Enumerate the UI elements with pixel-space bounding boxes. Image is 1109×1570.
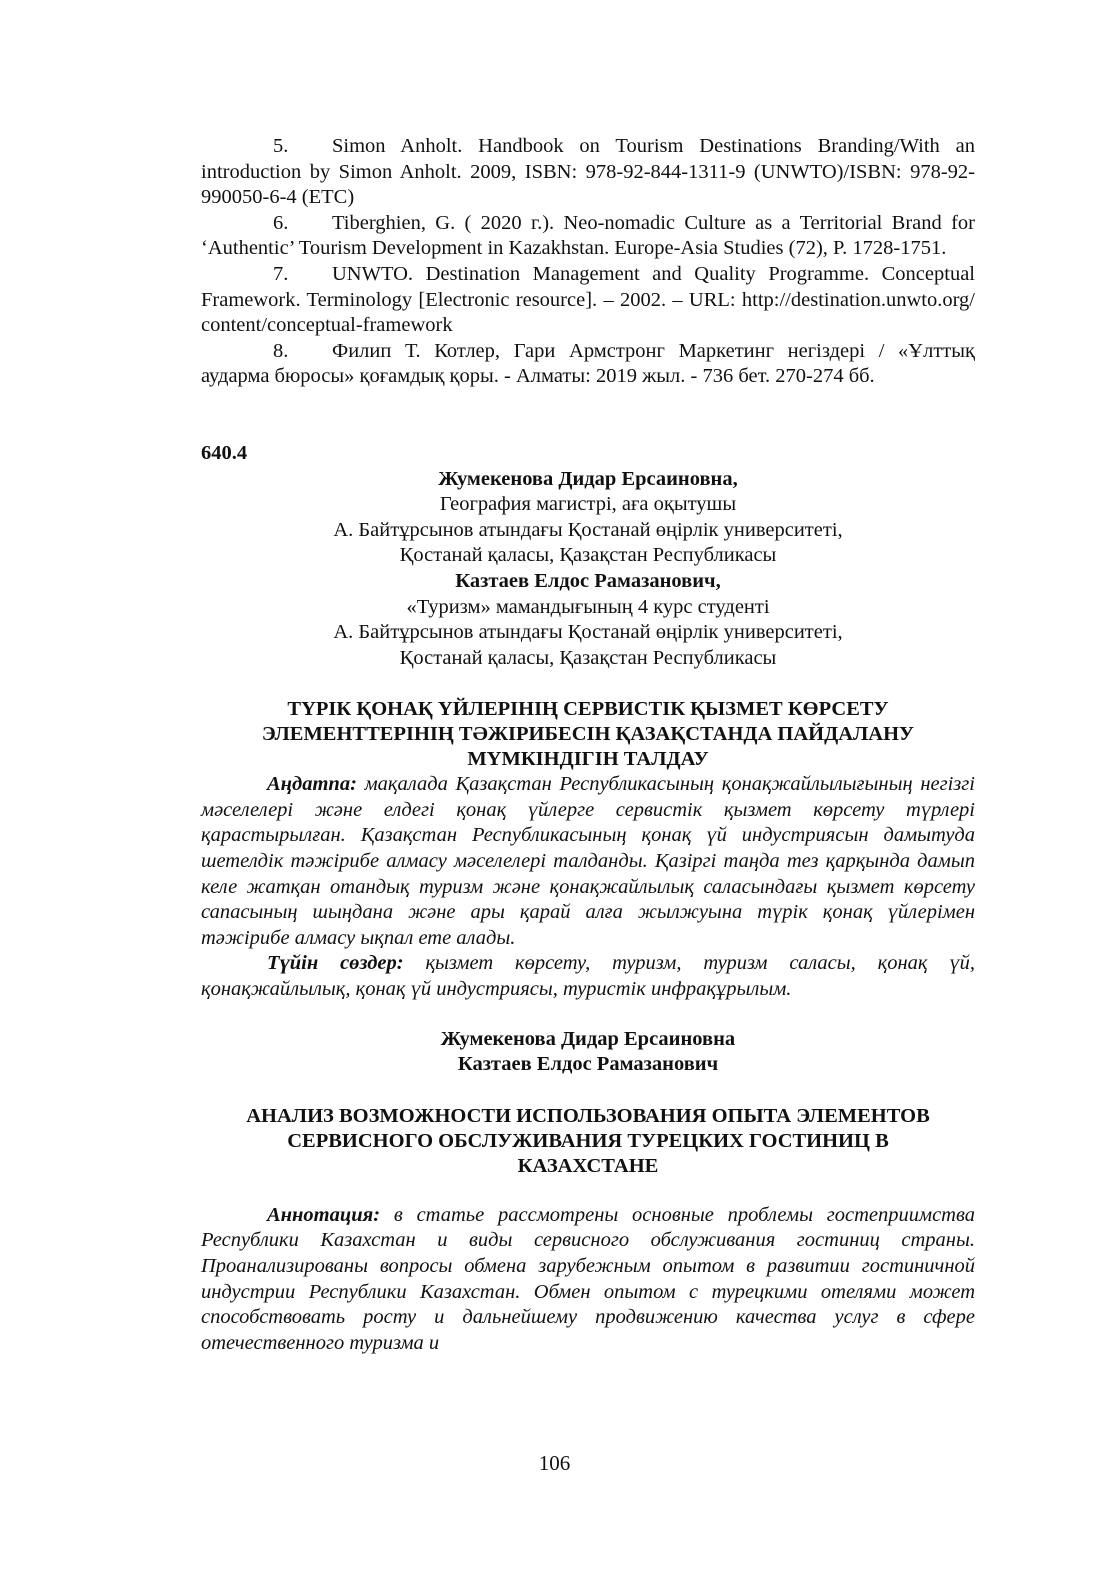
reference-number: 6. xyxy=(273,211,289,234)
author2-position: «Туризм» мамандығының 4 курс студенті xyxy=(406,595,770,618)
title-ru xyxy=(201,1104,975,1179)
reference-text: Tiberghien, G. ( 2020 г.). Neo-nomadic Culture as a Territorial Brand for ‘Authentic’ Tourism Development in Kazakhstan. Europe-Asia Studies (72), P. 1728-1751. xyxy=(201,211,975,260)
author2-city: Қостанай қаласы, Қазақстан Республикасы xyxy=(399,646,777,669)
author1-position: География магистрі, аға оқытушы xyxy=(439,493,737,516)
keywords-kz-label: Түйін сөздер: xyxy=(267,952,404,975)
reference-text: UNWTO. Destination Management and Quality Programme. Conceptual Framework. Terminology [Electronic resource]. – 2002. – URL: http://destination.unwto.org/ content/conceptual-framework xyxy=(201,262,975,337)
reference-list xyxy=(201,134,975,390)
author1-name-ru: Жумекенова Дидар Ерсаиновна xyxy=(440,1027,736,1050)
author1-university: А. Байтұрсынов атындағы Қостанай өңірлік университеті, xyxy=(333,518,843,541)
author2-university: А. Байтұрсынов атындағы Қостанай өңірлік университеті, xyxy=(333,621,843,644)
keywords-kz xyxy=(201,951,975,1002)
abstract-ru-label: Аннотация: xyxy=(267,1203,381,1226)
udc-code: 640.4 xyxy=(201,441,248,464)
reference-number: 5. xyxy=(273,135,289,157)
title-kz-line: МҮМКІНДІГІН ТАЛДАУ xyxy=(467,748,709,771)
reference-item xyxy=(201,339,975,390)
reference-number: 8. xyxy=(273,339,289,362)
abstract-ru-text: в статье рассмотрены основные проблемы гостеприимства Республики Казахстан и виды сервисного обслуживания гостиниц страны. Проанализированы вопросы обмена зарубежным опытом в развитии гостиничной индустрии Республики Казахстан. Обмен опытом с турецкими отелями может способствовать росту и дальнейшему продвижению качества услуг в сфере отечественного туризма и xyxy=(201,1203,975,1354)
document-page xyxy=(201,134,975,1356)
title-ru-line: КАЗАХСТАНЕ xyxy=(517,1154,659,1177)
author2-name: Казтаев Елдос Рамазанович, xyxy=(455,569,721,592)
reference-item xyxy=(201,134,975,211)
reference-number: 7. xyxy=(273,262,289,285)
abstract-kz-text: мақалада Қазақстан Республикасының қонақжайлылығының негізгі мәселелері және елдегі қонақ үйлерге сервистік қызмет көрсету түрлері қарастырылған. Қазақстан Республикасының қонақ үй индустриясын дамытуда шетелдік тәжірибе алмасу мәселелері талданды. Қазіргі таңда тез қарқында дамып келе жатқан отандық туризм және қонақжайлылық саласындағы қызмет көрсету сапасының шыңдана және ары қарай алға жылжуына түрік қонақ үйлерімен тәжірибе алмасу ықпал ете алады. xyxy=(201,773,975,949)
reference-item xyxy=(201,262,975,339)
abstract-ru xyxy=(201,1203,975,1357)
abstract-kz-label: Аңдатпа: xyxy=(267,773,357,796)
authors-ru xyxy=(201,1027,975,1078)
author1-city: Қостанай қаласы, Қазақстан Республикасы xyxy=(399,544,777,567)
title-kz-line: ТҮРІК ҚОНАҚ ҮЙЛЕРІНІҢ СЕРВИСТІК ҚЫЗМЕТ КӨРСЕТУ xyxy=(287,698,889,721)
title-ru-line: СЕРВИСНОГО ОБСЛУЖИВАНИЯ ТУРЕЦКИХ ГОСТИНИЦ В xyxy=(287,1129,889,1152)
abstract-kz xyxy=(201,772,975,951)
reference-text: Simon Anholt. Handbook on Tourism Destinations Branding/With an introduction by Simon Anholt. 2009, ISBN: 978-92-844-1311-9 (UNWTO)/ISBN: 978-92-990050-6-4 (ETC) xyxy=(201,135,975,209)
title-ru-line: АНАЛИЗ ВОЗМОЖНОСТИ ИСПОЛЬЗОВАНИЯ ОПЫТА ЭЛЕМЕНТОВ xyxy=(246,1104,930,1127)
author2-name-ru: Казтаев Елдос Рамазанович xyxy=(457,1053,719,1076)
reference-text: Филип Т. Котлер, Гари Армстронг Маркетинг негіздері / «Ұлттық аударма бюросы» қоғамдық қоры. - Алматы: 2019 жыл. - 736 бет. 270-274 бб. xyxy=(201,339,975,388)
title-kz-line: ЭЛЕМЕНТТЕРІНІҢ ТӘЖІРИБЕСІН ҚАЗАҚСТАНДА ПАЙДАЛАНУ xyxy=(261,723,915,746)
reference-item xyxy=(201,211,975,262)
page-number: 106 xyxy=(538,1451,571,1475)
author1-name: Жумекенова Дидар Ерсаиновна, xyxy=(438,467,738,490)
title-kz xyxy=(201,697,975,772)
authors-kz xyxy=(201,467,975,672)
keywords-kz-text: қызмет көрсету, туризм, туризм саласы, қонақ үй, қонақжайлылық, қонақ үй индустриясы, туристік инфрақұрылым. xyxy=(201,952,975,1001)
